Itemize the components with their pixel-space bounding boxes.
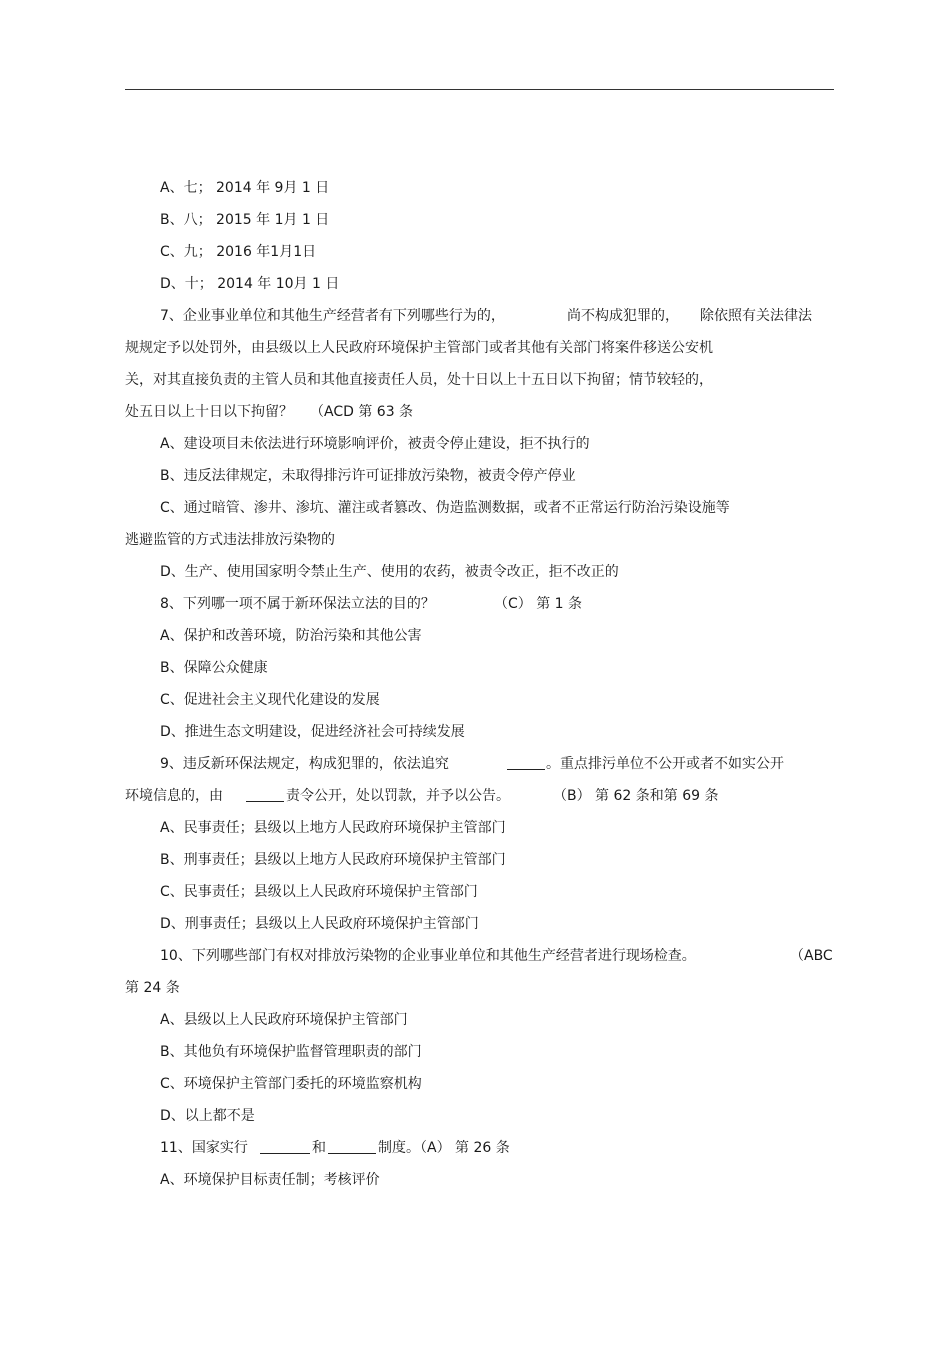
q9-option-a: A、民事责任；县级以上地方人民政府环境保护主管部门 [160,820,506,836]
q7-option-c-cont: 逃避监管的方式违法排放污染物的 [125,532,335,548]
q7-stem-line3: 关，对其直接负责的主管人员和其他直接责任人员，处十日以上十五日以下拘留；情节较轻的， [125,372,713,388]
q11-stem-part2: 和 [312,1140,326,1156]
q9-option-c: C、民事责任；县级以上人民政府环境保护主管部门 [160,884,478,900]
q7-answer: （ACD 第 63 条 [310,404,414,420]
q10-stem: 10、下列哪些部门有权对排放污染物的企业事业单位和其他生产经营者进行现场检查。 [160,948,696,964]
q11-blank-1 [260,1139,310,1159]
q7-stem-line2: 规规定予以处罚外，由县级以上人民政府环境保护主管部门或者其他有关部门将案件移送公安机 [125,340,713,356]
q8-option-d: D、推进生态文明建设，促进经济社会可持续发展 [160,724,465,740]
q9-blank-1 [507,755,545,775]
q8-option-b: B、保障公众健康 [160,660,268,676]
q10-option-b: B、其他负有环境保护监督管理职责的部门 [160,1044,422,1060]
q10-answer: （ABC [790,948,833,964]
q7-option-d: D、生产、使用国家明令禁止生产、使用的农药，被责令改正，拒不改正的 [160,564,619,580]
q8-stem: 8、下列哪一项不属于新环保法立法的目的？ [160,596,435,612]
q9-stem-line2-part1: 环境信息的，由 [125,788,223,804]
q11-stem-part1: 11、国家实行 [160,1140,248,1156]
q6-option-a: A、七； 2014 年 9月 1 日 [160,180,330,196]
q7-option-b: B、违反法律规定，未取得排污许可证排放污染物，被责令停产停业 [160,468,576,484]
q11-option-a: A、环境保护目标责任制；考核评价 [160,1172,380,1188]
q7-stem-part2: 尚不构成犯罪的， [567,308,679,324]
q9-option-d: D、刑事责任；县级以上人民政府环境保护主管部门 [160,916,479,932]
q6-option-d: D、十； 2014 年 10月 1 日 [160,276,340,292]
q9-stem-part1: 9、违反新环保法规定，构成犯罪的，依法追究 [160,756,449,772]
q6-option-c: C、九； 2016 年1月1日 [160,244,317,260]
q10-option-d: D、以上都不是 [160,1108,255,1124]
header-rule [125,89,834,90]
q9-option-b: B、刑事责任；县级以上地方人民政府环境保护主管部门 [160,852,506,868]
q7-stem-part3: 除依照有关法律法 [700,308,812,324]
q7-option-a: A、建设项目未依法进行环境影响评价，被责令停止建设，拒不执行的 [160,436,590,452]
q8-option-c: C、促进社会主义现代化建设的发展 [160,692,380,708]
q7-option-c: C、通过暗管、渗井、渗坑、灌注或者篡改、伪造监测数据，或者不正常运行防治污染设施等 [160,500,730,516]
q9-blank-2 [246,787,284,807]
q7-stem-part1: 7、企业事业单位和其他生产经营者有下列哪些行为的， [160,308,505,324]
q8-answer: （C） 第 1 条 [494,596,583,612]
q10-option-a: A、县级以上人民政府环境保护主管部门 [160,1012,408,1028]
q9-stem-line2-part2: 责令公开，处以罚款，并予以公告。 [286,788,510,804]
q10-option-c: C、环境保护主管部门委托的环境监察机构 [160,1076,422,1092]
q7-stem-line4: 处五日以上十日以下拘留？ [125,404,293,420]
q6-option-b: B、八； 2015 年 1月 1 日 [160,212,330,228]
q9-stem-part2: 。重点排污单位不公开或者不如实公开 [546,756,784,772]
q11-blank-2 [328,1139,376,1159]
q10-article: 第 24 条 [125,980,180,996]
q11-stem-part3: 制度。（A） 第 26 条 [378,1140,510,1156]
q8-option-a: A、保护和改善环境，防治污染和其他公害 [160,628,422,644]
q9-answer: （B） 第 62 条和第 69 条 [553,788,719,804]
